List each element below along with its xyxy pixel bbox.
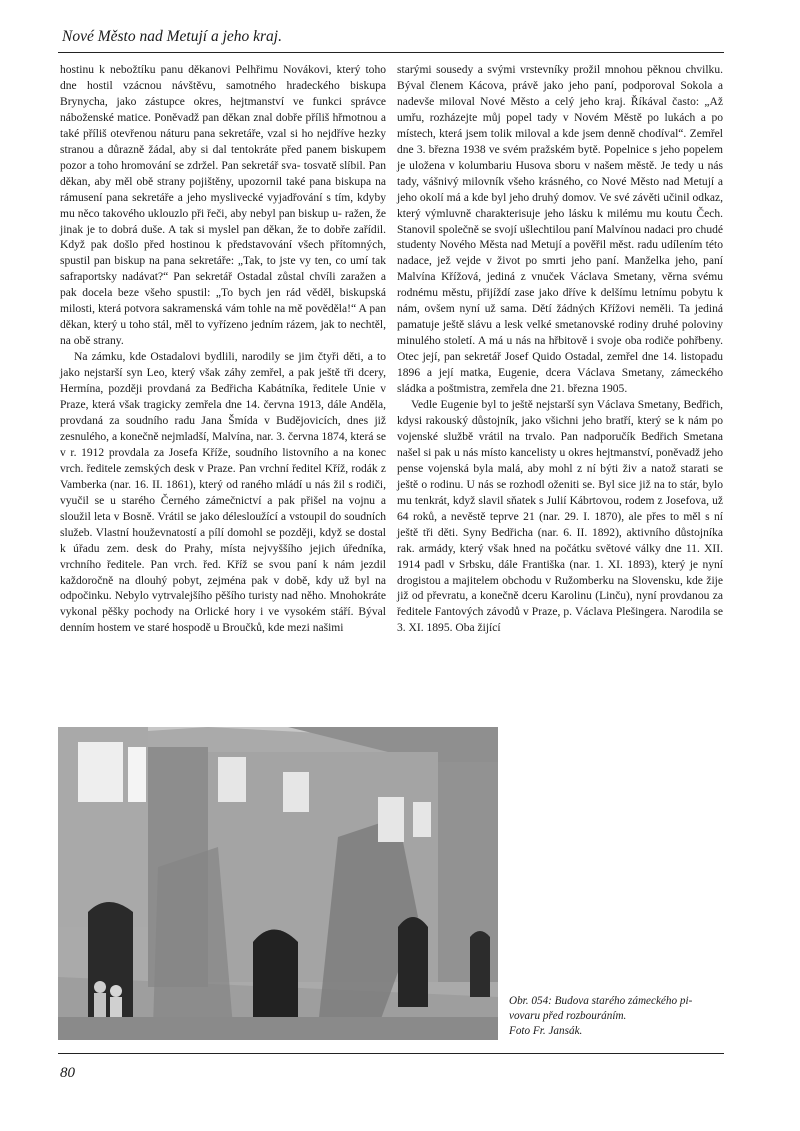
caption-line: Obr. 054: Budova starého zámeckého pi- xyxy=(509,995,693,1007)
caption-credit: Foto Fr. Jansák. xyxy=(509,1025,583,1037)
caption-line: vovaru před rozbouráním. xyxy=(509,1010,627,1022)
paragraph: Vedle Eugenie byl to ještě nejstarší syn Václava Smetany, Bedřich, kdysi rakouský důstojník, jako všichni jeho bratří, který se k nám po vojenské službě vrátil na trvalo. Pan nadporučík Bedřich Smetana našel si pak u nás místo kancelisty u okres hejtmanství, poněvadž jeho pense vojenská byla malá, aby mohl z ní býti živ a natož starati se ještě o rodinu. U nás se rozhodl oženiti se. Byl sice již na to stár, bylo mu tenkrát, když slavil sňatek s Julií Kábrtovou, rodem z Josefova, už 64 roků, a nevěstě teprve 21 (nar. 29. I. 1870), ale přes to měl s ní ještě tři děti. Syny Bedřicha (nar. 6. II. 1892), aktivního důstojníka rak. armády, který však hned na počátku světové války dne 11. XII. 1914 padl v Srbsku, dále Františka (nar. 1. XI. 1893), který je nyní drogistou a majitelem obchodu v Ružomberku na Slovensku, kde žije již od převratu, a konečně dceru Karolinu (Linču), nyní provdanou za ředitele Fantových závodů v Praze, p. Václava Plešingera. Narodila se 3. XI. 1895. Oba žijící xyxy=(397,399,723,635)
paragraph: hostinu k nebožtíku panu děkanovi Pelhřimu Novákovi, který toho dne hostil vzácnou návštěvu, samotného hradeckého biskupa Brynycha, jako zástupce okres, hejtmanství ve funkci správce náboženské matice. Poněvadž pan děkan znal dobře příliš hřmotnou a také příliš otevřenou náturu pana sekretáře, vzal si ho nejdříve hezky stranou a důrazně žádal, aby si dal tentokráte před panem biskupem pozor a toho hromování se zdržel. Pan sekretář sva- tosvatě slíbil. Pan děkan, aby měl obě strany pojištěny, upozornil také pana biskupa na rámusení pana sekretáře a jeho myslivecké vyjadřování s tím, kdyby mu něco takového uklouzlo při řeči, aby nebyl pan biskup u- ražen, že jinak je to dobrá duše. A tak si myslel pan děkan, že to dobře zařídil. Když pak došlo před hostinou k představování všech přítomných, spustil pan biskup na pana sekretáře: „Tak, to jste vy ten, co umí tak safraportsky nadávat?“ Pan sekretář Ostadal zůstal chvíli zaražen a pak docela beze všeho spustil: „To bych jen rád věděl, biskupská milosti, která potvora sakramenská vám tohle na mě pověděla!“ A pan děkan, který u toho stál, měl to vyřízeno jedním rázem, jak to nechtěl, na obě strany. xyxy=(60,64,386,348)
running-header: Nové Město nad Metují a jeho kraj. xyxy=(62,28,282,45)
header-rule xyxy=(58,52,724,53)
brewery-photo xyxy=(58,727,498,1040)
paragraph: starými sousedy a svými vrstevníky prožil mnohou pěknou chvilku. Býval členem Kácova, právě jako jeho paní, podporoval Sokola a nadevše miloval Nové Město a celý jeho kraj. Říkával často: „Až umřu, rozházejte můj popel tady v Novém Městě po lukách a po místech, která jsem tolik miloval a kde jsem denně chodíval“. Zemřel dne 3. března 1938 ve svém pražském bytě. Popelnice s jeho popelem je uložena v kolumbariu Husova sboru v našem městě. Je tedy u nás tady, vášnivý milovník všeho krásného, co Nové Město nad Metují a jeho okolí má a kde byl jeho druhý domov. Ve své závěti učinil odkaz, který výmluvně charakterisuje jeho lásku k milému mu koutu Čech. Stanovil společně se svojí ušlechtilou paní Malvínou nadaci pro chudé studenty Nového Města nad Metují a pověřil měst. radu udílením této nadace, jež vejde v život po smrti jeho paní. Manželka jeho, paní Malvína Křížová, jediná z vnuček Václava Smetany, věrna svému rodnému městu, přijíždí zase jako dříve k delšímu letnímu pobytu k nám, ovšem nyní už sama. Dětí žádných Křížovi neměli. Ta jediná pamatuje ještě slávu a lesk velké smetanovské rodiny druhé poloviny minulého století. A má u nás na hřbitově i svoje oba rodiče pohřbeny. Otec její, pan sekretář Josef Quido Ostadal, zemřel dne 14. listopadu 1896 a její matka, Eugenie, dcera Václava Smetany, zámeckého sládka a poštmistra, zemřela dne 21. března 1905. xyxy=(397,64,723,396)
footer-rule xyxy=(58,1053,724,1054)
brewery-photo-illustration xyxy=(58,727,498,1040)
left-column xyxy=(60,63,386,637)
right-column xyxy=(397,63,723,637)
paragraph: Na zámku, kde Ostadalovi bydlili, narodily se jim čtyři děti, a to jako nejstarší syn Leo, který však záhy zemřel, a pak ještě tři dcery, Hermína, později provdaná za Bedřicha Kabátníka, ředitele Unie v Praze, která však tragicky zemřela dne 14. června 1913, dále Anděla, provdaná za soudního radu Jana Šmída v Budějovicích, dnes již zesnulého, a konečně nejmladší, Malvína, nar. 3. června 1874, která se v r. 1912 provdala za Josefa Kříže, soudního listovního a na konec vrch. ředitele zemských desk v Praze. Pan vrchní ředitel Kříž, rodák z Vamberka (nar. 16. II. 1861), který od raného mládí u nás žil s rodiči, vyučil se u starého Černého zámečnictví a pak přišel na vojnu a sloužil leta v Bosně. Vrátil se jako délesloužící a vstoupil do soudních služeb. Vlastní houževnatostí a pílí domohl se později, když se dostal k úřadu zem. desk do Prahy, místa nejvyššího jejich úředníka, vrchního ředitele. Pan vrch. řed. Kříž se svou paní k nám jezdil každoročně na dlouhý pobyt, zejména pak v době, kdy už byl na odpočinku. Nebylo vytrvalejšího pěšího turisty nad něho. Mnohokráte vykonal pěšky pochody na Orlické hory i ve vysokém stáří. Býval denním hostem ve staré hospodě u Broučků, kde mezi našimi xyxy=(60,351,386,635)
figure-caption xyxy=(509,994,724,1039)
page-number: 80 xyxy=(60,1065,75,1081)
